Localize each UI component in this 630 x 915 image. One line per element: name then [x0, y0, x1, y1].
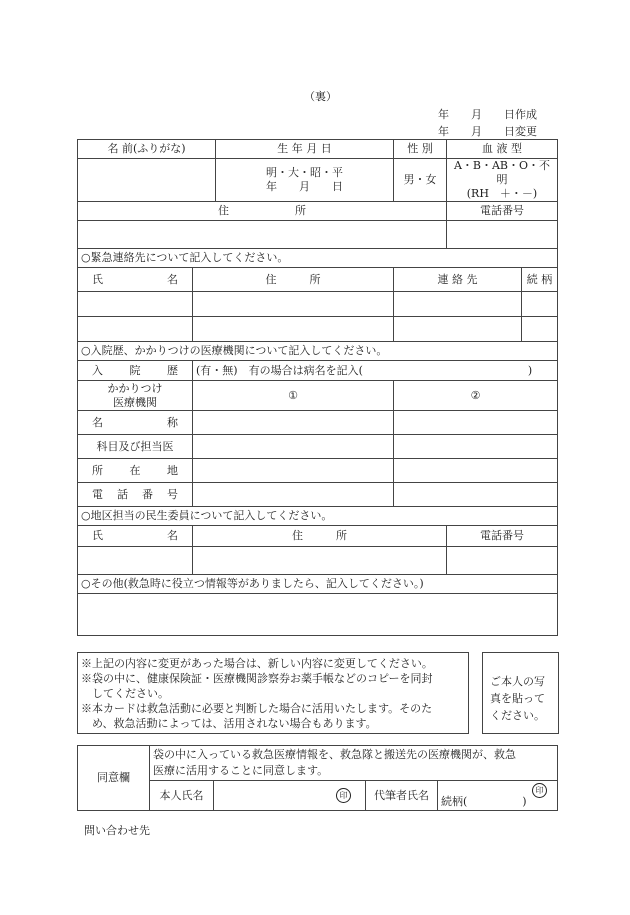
relation-label: 続柄( ) [441, 794, 527, 808]
clinic-1-phone[interactable] [193, 483, 394, 507]
emergency-address-2[interactable] [193, 317, 394, 342]
note-line-2b: してください。 [81, 687, 169, 700]
emergency-col-address: 住 所 [193, 268, 394, 292]
consent-text [150, 746, 558, 781]
blood-field[interactable] [447, 159, 558, 202]
emergency-relation-2[interactable] [522, 317, 558, 342]
clinic-name-label: 名 称 [78, 411, 193, 435]
other-field[interactable] [78, 594, 558, 636]
blood-header: 血 液 型 [447, 140, 558, 159]
emergency-name-1[interactable] [78, 292, 193, 317]
clinic-phone-label: 電 話 番 号 [78, 483, 193, 507]
emergency-relation-1[interactable] [522, 292, 558, 317]
clinic-2-name[interactable] [394, 411, 558, 435]
commissioner-phone[interactable] [447, 547, 558, 575]
commissioner-col-address: 住 所 [193, 526, 447, 547]
history-field[interactable]: (有・無) 有の場合は病名を記入( ) [193, 361, 558, 381]
proxy-name-label: 代筆者氏名 [366, 781, 438, 811]
consent-text-line2: 医療に活用することに同意します。 [153, 764, 329, 777]
phone-field[interactable] [447, 221, 558, 249]
seal-stamp-icon: 印 [336, 788, 351, 803]
clinic-location-label: 所 在 地 [78, 459, 193, 483]
clinic-2-dept[interactable] [394, 435, 558, 459]
self-name-label: 本人氏名 [150, 781, 214, 811]
clinic-dept-label: 科目及び担当医 [78, 435, 193, 459]
emergency-col-contact: 連 絡 先 [394, 268, 522, 292]
birth-era-options: 明・大・昭・平 [266, 166, 343, 179]
clinic-2-location[interactable] [394, 459, 558, 483]
emergency-name-2[interactable] [78, 317, 193, 342]
commissioner-col-phone: 電話番号 [447, 526, 558, 547]
medical-section-title: ○入院歴、かかりつけの医療機関について記入してください。 [78, 342, 558, 361]
clinic-1-dept[interactable] [193, 435, 394, 459]
consent-text-line1: 袋の中に入っている救急医療情報を、救急隊と搬送先の医療機関が、救急 [153, 748, 516, 761]
birth-ymd: 年 月 日 [266, 180, 343, 193]
emergency-contact-1[interactable] [394, 292, 522, 317]
note-line-2a: ※袋の中に、健康保険証・医療機関診察券お薬手帳などのコピーを同封 [81, 672, 433, 685]
card-side-label: （裏） [304, 90, 337, 103]
clinic-label-line1: かかりつけ [107, 381, 163, 395]
emergency-col-relation: 続 柄 [522, 268, 558, 292]
self-name-field[interactable] [214, 781, 366, 811]
commissioner-col-name: 氏 名 [78, 526, 193, 547]
other-section-title: ○その他(救急時に役立つ情報等がありましたら、記入してください。) [78, 575, 558, 594]
emergency-col-name: 氏 名 [78, 268, 193, 292]
proxy-seal-stamp-icon: 印 [532, 783, 547, 798]
note-line-3b: め、救急活動によっては、活用されない場合もあります。 [81, 717, 377, 730]
photo-line-3: ください。 [490, 709, 545, 722]
inquiry-label: 問い合わせ先 [84, 824, 150, 837]
photo-instructions [490, 673, 545, 724]
photo-line-2: 真を貼って [490, 692, 545, 705]
rh-options: (RH ＋・－) [466, 187, 538, 200]
clinic-label-line2: 医療機関 [113, 395, 157, 409]
consent-table [77, 745, 558, 811]
proxy-name-field[interactable] [438, 781, 558, 811]
sex-field[interactable]: 男・女 [394, 159, 447, 202]
address-header: 住 所 [78, 202, 447, 221]
emergency-contact-2[interactable] [394, 317, 522, 342]
photo-line-1: ご本人の写 [490, 675, 545, 688]
clinic-1-header: ① [193, 381, 394, 411]
commissioner-name[interactable] [78, 547, 193, 575]
birth-header: 生 年 月 日 [216, 140, 394, 159]
clinic-2-header: ② [394, 381, 558, 411]
emergency-address-1[interactable] [193, 292, 394, 317]
date-changed: 年 月 日変更 [438, 125, 537, 138]
clinic-label [78, 381, 193, 411]
name-field[interactable] [78, 159, 216, 202]
clinic-1-name[interactable] [193, 411, 394, 435]
info-form-table [77, 139, 558, 636]
clinic-2-phone[interactable] [394, 483, 558, 507]
phone-header: 電話番号 [447, 202, 558, 221]
commissioner-address[interactable] [193, 547, 447, 575]
history-label: 入 院 歴 [78, 361, 193, 381]
emergency-section-title: ○緊急連絡先について記入してください。 [78, 249, 558, 268]
note-line-1: ※上記の内容に変更があった場合は、新しい内容に変更してください。 [81, 657, 433, 670]
blood-type-options: A・B・AB・O・不明 [453, 159, 551, 186]
birth-field[interactable] [216, 159, 394, 202]
consent-label: 同意欄 [78, 746, 150, 811]
date-created: 年 月 日作成 [438, 108, 537, 121]
address-field[interactable] [78, 221, 447, 249]
commissioner-section-title: ○地区担当の民生委員について記入してください。 [78, 507, 558, 526]
sex-header: 性 別 [394, 140, 447, 159]
clinic-1-location[interactable] [193, 459, 394, 483]
note-line-3a: ※本カードは救急活動に必要と判断した場合に活用いたします。そのた [81, 702, 433, 715]
name-header: 名 前(ふりがな) [78, 140, 216, 159]
